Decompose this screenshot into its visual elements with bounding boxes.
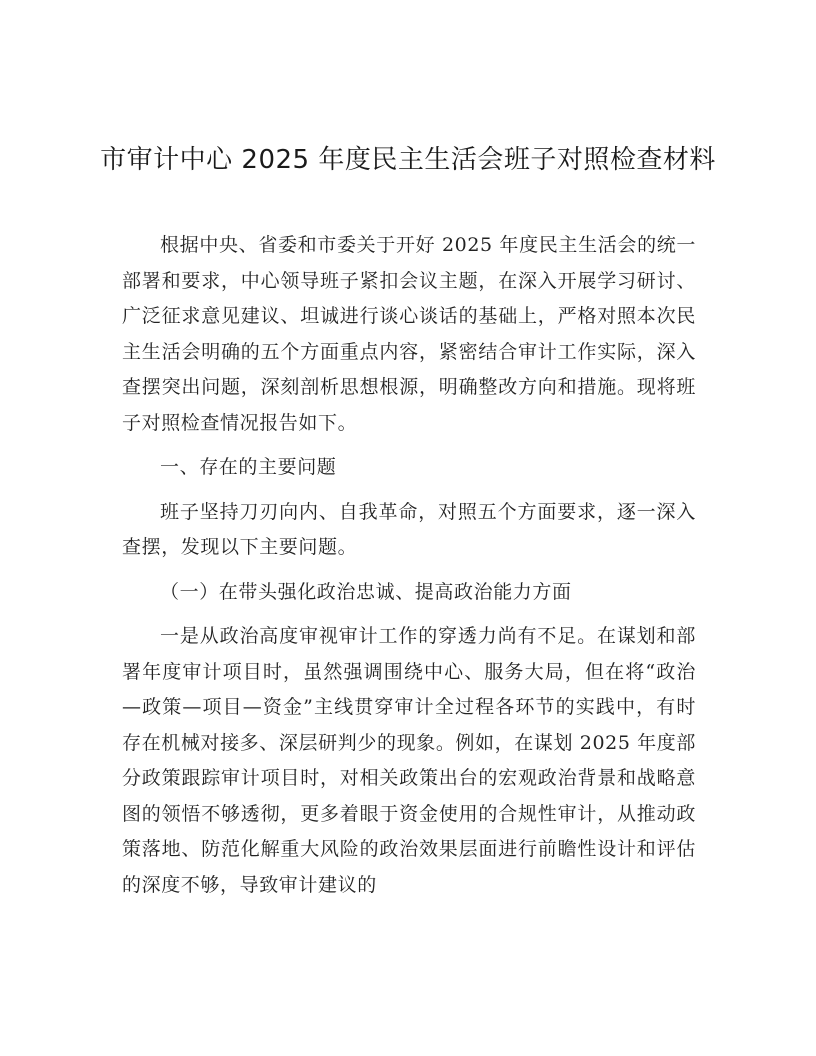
intro-paragraph: 根据中央、省委和市委关于开好 2025 年度民主生活会的统一部署和要求，中心领导班子紧扣会议主题，在深入开展学习研讨、广泛征求意见建议、坦诚进行谈心谈话的基础上，严格对照本次民主生活会明确的五个方面重点内容，紧密结合审计工作实际，深入查摆突出问题，深刻剖析思想根源，明确整改方向和措施。现将班子对照检查情况报告如下。 xyxy=(122,234,696,434)
section-heading-1: 一、存在的主要问题 xyxy=(160,456,337,478)
document-body xyxy=(122,228,696,912)
document-title: 市审计中心 2025 年度民主生活会班子对照检查材料 xyxy=(100,145,716,175)
issue-paragraph-1: 一是从政治高度审视审计工作的穿透力尚有不足。在谋划和部署年度审计项目时，虽然强调围绕中心、服务大局，但在将“政治—政策—项目—资金”主线贯穿审计全过程各环节的实践中，有时存在机械对接多、深层研判少的现象。例如，在谋划 2025 年度部分政策跟踪审计项目时，对相关政策出台的宏观政治背景和战略意图的领悟不够透彻，更多着眼于资金使用的合规性审计，从推动政策落地、防范化解重大风险的政治效果层面进行前瞻性设计和评估的深度不够，导致审计建议的 xyxy=(122,625,696,896)
section-intro-paragraph: 班子坚持刀刃向内、自我革命，对照五个方面要求，逐一深入查摆，发现以下主要问题。 xyxy=(122,500,696,558)
subsection-heading-1: （一）在带头强化政治忠诚、提高政治能力方面 xyxy=(160,580,572,603)
